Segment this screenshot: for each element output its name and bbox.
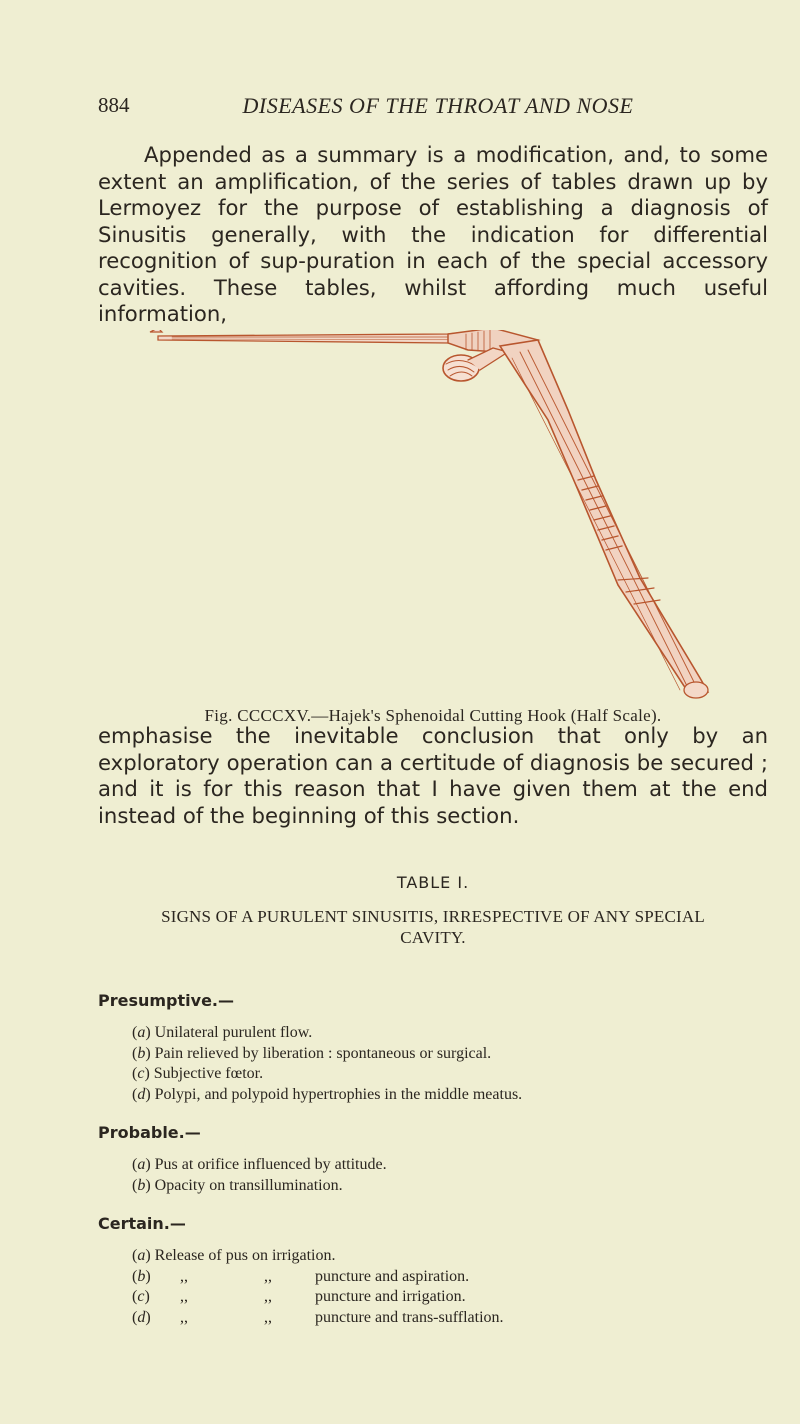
page-number: 884 (98, 93, 130, 117)
list-item: (b) ,, ,, puncture and aspiration. (132, 1267, 470, 1285)
list-item: (b) Pain relieved by liberation : spontaneous or surgical. (132, 1044, 492, 1062)
running-head: DISEASES OF THE THROAT AND NOSE (242, 93, 634, 118)
list-item: (d) Polypi, and polypoid hypertrophies in the middle meatus. (132, 1085, 523, 1103)
probable-list (132, 1155, 772, 1196)
figure-caption: Fig. CCCCXV.—Hajek's Sphenoidal Cutting Hook (Half Scale). (204, 706, 662, 725)
page-header (98, 93, 778, 123)
section-heading-certain: Certain.— (98, 1214, 186, 1233)
paragraph-conclusion: emphasise the inevitable conclusion that only by an exploratory operation can a certitude of diagnosis be secured ; and it is for this reason that I have given them at the end instead of the beginning of this section. (98, 723, 768, 828)
list-item: (d) ,, ,, puncture and trans-sufflation. (132, 1308, 504, 1326)
section-heading-presumptive: Presumptive.— (98, 991, 234, 1010)
paragraph-intro: Appended as a summary is a modification, and, to some extent an amplification, of the series of tables drawn up by Lermoyez for the purpose of establishing a diagnosis of Sinusitis generally, with the indication for differential recognition of sup-puration in each of the special accessory cavities. These tables, whilst affording much useful information, (98, 142, 768, 326)
list-item: (a) Release of pus on irrigation. (132, 1247, 336, 1264)
table-title: TABLE I. (396, 873, 470, 892)
certain-list (132, 1246, 772, 1328)
section-heading-probable: Probable.— (98, 1123, 201, 1142)
presumptive-list (132, 1023, 772, 1105)
hook-drawing (150, 330, 708, 698)
sphenoidal-hook-illustration (148, 330, 718, 700)
list-item: (c) Subjective fœtor. (132, 1065, 264, 1082)
table-subtitle: SIGNS OF A PURULENT SINUSITIS, IRRESPECTIVE OF ANY SPECIAL CAVITY. (161, 907, 705, 947)
list-item: (b) Opacity on transillumination. (132, 1176, 343, 1194)
list-item: (a) Pus at orifice influenced by attitude. (132, 1156, 387, 1173)
list-item: (a) Unilateral purulent flow. (132, 1024, 313, 1041)
list-item: (c) ,, ,, puncture and irrigation. (132, 1288, 466, 1305)
